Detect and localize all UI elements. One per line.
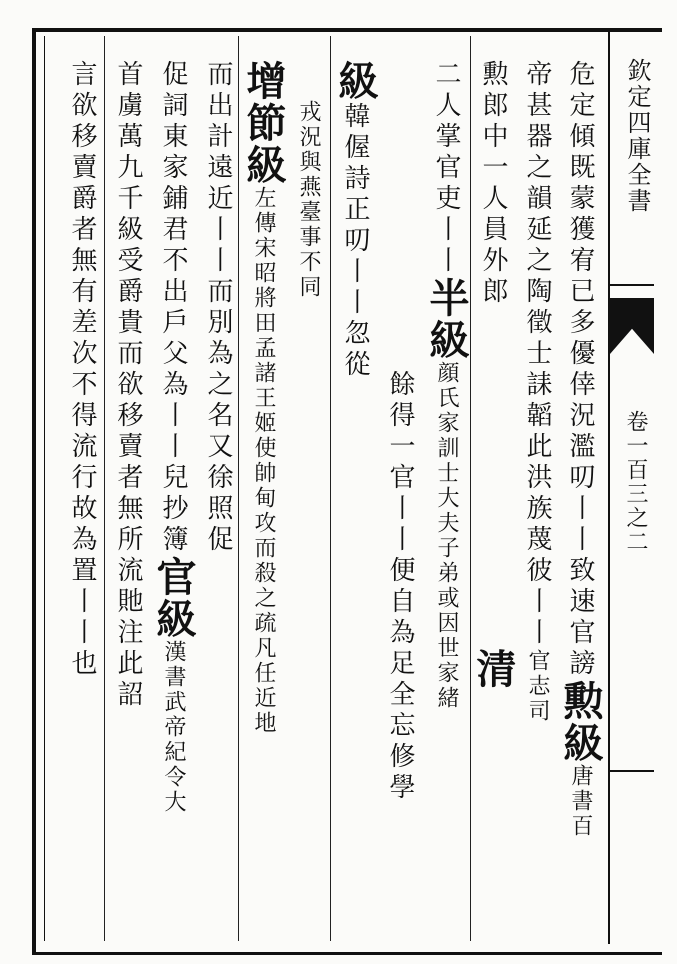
text-column: 首虜萬九千級受爵貴而欲移賣者無所流貤注此詔 <box>113 60 143 711</box>
column-rule <box>470 36 471 941</box>
text-column: 而出計遠近丨丨而別為之名又徐照促 <box>203 60 233 556</box>
text-column: 二人掌官吏丨丨半級顔氏家訓士大夫子弟或因世家緒 <box>423 60 470 711</box>
text-column: 勲郎中一人員外郎清 <box>470 60 517 690</box>
text-column: 言欲移賣爵者無有差次不得流行故為置丨丨也 <box>67 60 97 680</box>
text-column: 戎況與燕臺事不同 <box>296 100 321 300</box>
column-rule <box>238 36 239 941</box>
margin-rule-bottom <box>610 770 654 772</box>
margin-rule-top <box>610 284 654 286</box>
text-column: 級韓偓詩正叨丨丨忽從 <box>332 60 379 381</box>
column-rule <box>330 36 331 941</box>
text-column: 促詞東家鋪君不出戶父為丨丨兒抄簿官級漢書武帝紀令大 <box>150 60 197 815</box>
text-column: 增節級左傳宋昭將田孟諸王姬使帥甸攻而殺之疏凡任近地 <box>240 60 287 736</box>
book-title: 欽定四庫全書 <box>623 58 651 214</box>
text-column: 危定傾既蒙獲宥已多優倖況濫叨丨丨致速官謗勲級唐書百 <box>557 60 604 839</box>
column-rule <box>104 36 105 941</box>
volume-label: 卷一百三之二 <box>623 410 648 554</box>
inner-border-rule <box>44 36 45 941</box>
text-column: 餘得一官丨丨便自為足全忘修學 <box>385 370 415 804</box>
text-column: 帝甚器之韻延之陶徵士誄韜此洪族蔑彼丨丨官志司 <box>522 60 552 724</box>
